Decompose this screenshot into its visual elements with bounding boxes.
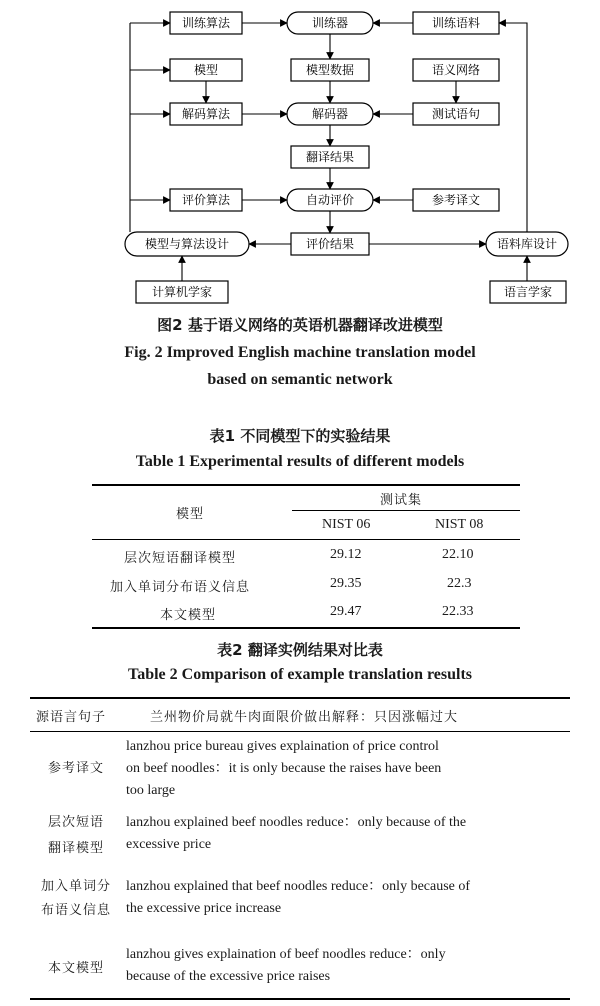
row-label: 参考译文 bbox=[47, 761, 104, 776]
table1-row-v1: 29.12 bbox=[330, 547, 362, 562]
table1-caption-en: Table 1 Experimental results of different models bbox=[135, 453, 465, 470]
figure-caption-en-line2: based on semantic network bbox=[207, 371, 393, 388]
label-linguist: 语言学家 bbox=[503, 285, 553, 299]
table1-sub-rule bbox=[292, 510, 520, 511]
row-text bbox=[126, 736, 526, 802]
table1-row-v2: 22.3 bbox=[447, 576, 472, 591]
table2-header-label: 源语言句子 bbox=[36, 710, 107, 725]
table2-header-rule bbox=[30, 731, 570, 732]
row-label: 层次短语 bbox=[47, 815, 104, 830]
table1-row-v2: 22.10 bbox=[442, 547, 474, 562]
row-text bbox=[126, 876, 526, 920]
row-text bbox=[126, 944, 526, 988]
table1-header-testset: 测试集 bbox=[380, 493, 423, 508]
row-text-line: lanzhou gives explaination of beef noodles reduce：only bbox=[126, 947, 446, 962]
table1-row-label: 加入单词分布语义信息 bbox=[110, 580, 251, 595]
table1-bottom-rule bbox=[92, 627, 520, 629]
table1-top-rule bbox=[92, 484, 520, 486]
row-label: 加入单词分 bbox=[40, 879, 111, 894]
table1-col-nist06: NIST 06 bbox=[322, 517, 371, 532]
table1-row-label: 层次短语翻译模型 bbox=[124, 551, 237, 566]
label-model-algo-design: 模型与算法设计 bbox=[144, 237, 230, 251]
label-eval-result: 评价结果 bbox=[305, 237, 355, 251]
row-label-line2: 布语义信息 bbox=[40, 903, 111, 918]
row-text-line: on beef noodles：it is only because the raises have been bbox=[126, 761, 442, 776]
table2-caption-en: Table 2 Comparison of example translation results bbox=[127, 666, 472, 683]
table1-row-v2: 22.33 bbox=[442, 604, 474, 619]
label-decoder: 解码器 bbox=[311, 107, 349, 121]
flow-diagram bbox=[0, 0, 600, 310]
row-text-line: lanzhou explained beef noodles reduce：only because of the bbox=[126, 815, 467, 830]
table1-row-v1: 29.47 bbox=[330, 604, 362, 619]
label-cs-expert: 计算机学家 bbox=[151, 285, 213, 299]
table1-row-v1: 29.35 bbox=[330, 576, 362, 591]
row-label-line2: 翻译模型 bbox=[47, 841, 104, 856]
table1-row-label: 本文模型 bbox=[160, 608, 217, 623]
table2-bottom-rule bbox=[30, 998, 570, 1000]
label-semantic-net: 语义网络 bbox=[431, 63, 481, 77]
row-text-line: lanzhou explained that beef noodles reduce：only because of bbox=[126, 879, 471, 894]
label-model-data: 模型数据 bbox=[305, 63, 355, 77]
label-ref-translation: 参考译文 bbox=[431, 193, 481, 207]
table1-header-model: 模型 bbox=[176, 507, 205, 522]
label-train-corpus: 训练语料 bbox=[431, 16, 481, 30]
label-model: 模型 bbox=[193, 63, 219, 77]
row-text-line: excessive price bbox=[126, 837, 212, 852]
row-text-line: the excessive price increase bbox=[126, 901, 282, 916]
row-text-line: because of the excessive price raises bbox=[126, 969, 331, 984]
row-text-line: lanzhou price bureau gives explaination of price control bbox=[126, 739, 439, 754]
label-auto-eval: 自动评价 bbox=[305, 193, 355, 207]
label-corpus-design: 语料库设计 bbox=[496, 237, 558, 251]
table1-header-rule bbox=[92, 539, 520, 540]
label-translation-result: 翻译结果 bbox=[305, 150, 355, 164]
table1-col-nist08: NIST 08 bbox=[435, 517, 484, 532]
table2-top-rule bbox=[30, 697, 570, 699]
row-label: 本文模型 bbox=[47, 961, 104, 976]
label-test-sentence: 测试语句 bbox=[431, 107, 481, 121]
table2-header-source: 兰州物价局就牛肉面限价做出解释：只因涨幅过大 bbox=[150, 710, 459, 725]
table2-caption-cn: 表2 翻译实例结果对比表 bbox=[217, 641, 383, 659]
label-decode-algo: 解码算法 bbox=[181, 107, 231, 121]
figure-caption-cn: 图2 基于语义网络的英语机器翻译改进模型 bbox=[157, 316, 443, 334]
table1-caption-cn: 表1 不同模型下的实验结果 bbox=[209, 427, 391, 445]
label-eval-algo: 评价算法 bbox=[181, 193, 231, 207]
row-text bbox=[126, 812, 526, 856]
label-trainer: 训练器 bbox=[311, 16, 349, 30]
label-train-algo: 训练算法 bbox=[181, 16, 231, 30]
row-text-line: too large bbox=[126, 783, 176, 798]
figure-caption-en-line1: Fig. 2 Improved English machine translation model bbox=[124, 344, 476, 361]
